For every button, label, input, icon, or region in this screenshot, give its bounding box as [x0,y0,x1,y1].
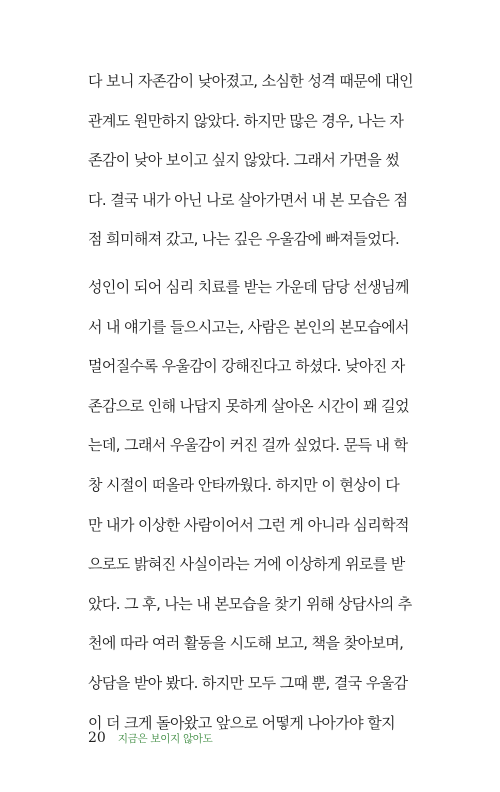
page-footer [88,730,213,754]
text-line: 상담을 받아 봤다. 하지만 모두 그때 뿐, 결국 우울감 [88,673,408,692]
text-line: 존감으로 인해 나답지 못하게 살아온 시간이 꽤 길었 [88,396,409,415]
paragraph-2 [88,268,438,743]
text-line: 성인이 되어 심리 치료를 받는 가운데 담당 선생님께 [88,278,409,296]
text-line: 다. 결국 내가 아닌 나로 살아가면서 내 본 모습은 점 [88,190,408,209]
text-line: 창 시절이 떠올라 안타까웠다. 하지만 이 현상이 다 [88,475,400,494]
running-title: 지금은 보이지 않아도 [117,733,213,745]
text-line: 멀어질수록 우울감이 강해진다고 하셨다. 낮아진 자 [88,357,405,376]
text-line: 았다. 그 후, 나는 내 본모습을 찾기 위해 상담사의 추 [88,594,412,613]
text-line: 서 내 얘기를 들으시고는, 사람은 본인의 본모습에서 [88,317,409,336]
text-line: 이 더 크게 돌아왔고 앞으로 어떻게 나아가야 할지 [88,713,395,732]
text-line: 존감이 낮아 보이고 싶지 않았다. 그래서 가면을 썼 [88,151,400,170]
text-line: 는데, 그래서 우울감이 커진 걸까 싶었다. 문득 내 학 [88,436,408,455]
text-line: 관계도 원만하지 않았다. 하지만 많은 경우, 나는 자 [88,111,404,130]
text-line: 으로도 밝혀진 사실이라는 거에 이상하게 위로를 받 [88,555,405,574]
text-line: 점 희미해져 갔고, 나는 깊은 우울감에 빠져들었다. [88,230,400,249]
text-line: 만 내가 이상한 사람이어서 그런 게 아니라 심리학적 [88,515,409,534]
text-line: 천에 따라 여러 활동을 시도해 보고, 책을 찾아보며, [88,634,404,653]
text-line: 다 보니 자존감이 낮아졌고, 소심한 성격 때문에 대인 [88,72,414,90]
paragraph-1 [88,62,438,260]
page-number: 20 [88,730,106,746]
